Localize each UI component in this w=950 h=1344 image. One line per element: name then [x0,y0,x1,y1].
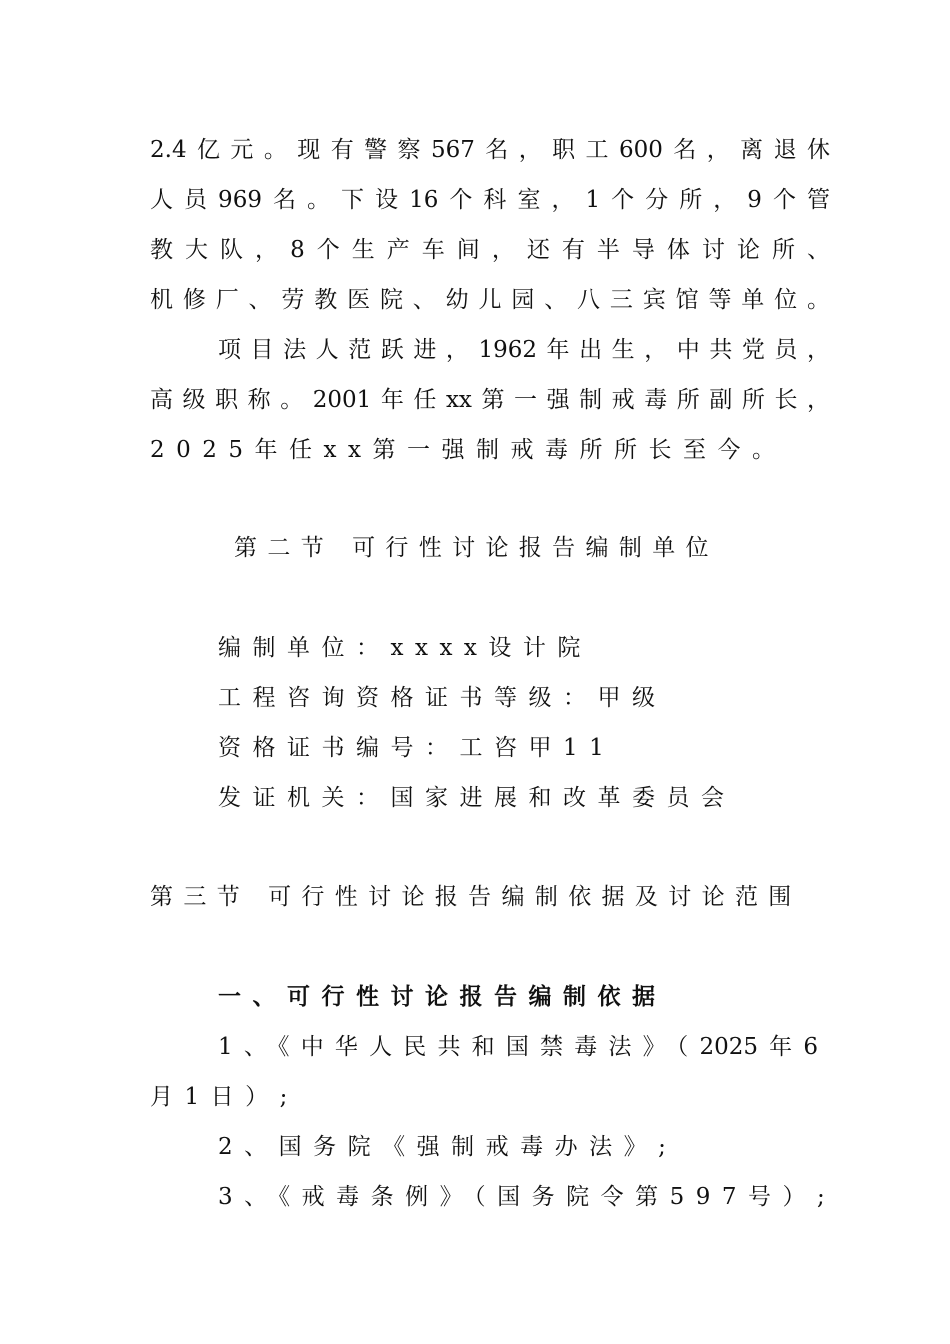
paragraph-line: 2025年任xx第一强制戒毒所所长至今。 [150,437,787,463]
section-title: 可行性讨论报告编制依据及讨论范围 [268,884,802,910]
info-line: 资格证书编号：工咨甲11 [218,735,616,761]
info-line: 编制单位：xxxx设计院 [218,635,592,661]
list-item-continuation: 月1日）; [150,1084,299,1110]
section-number: 第三节 [150,884,251,910]
paragraph-line: 教大队，8个生产车间，还有半导体讨论所、 [150,237,830,263]
paragraph-line: 机修厂、劳教医院、幼儿园、八三宾馆等单位。 [150,287,830,313]
list-item: 2、国务院《强制戒毒办法》; [218,1134,678,1160]
section-title: 可行性讨论报告编制单位 [352,535,719,561]
info-line: 工程咨询资格证书等级：甲级 [218,685,667,711]
subheading: 一、可行性讨论报告编制依据 [218,984,667,1010]
section-number: 第二节 [234,535,335,561]
list-item: 1、《中华人民共和国禁毒法》（2025年6 [218,1034,818,1060]
section-heading [150,872,802,922]
paragraph-line: 人员969名。下设16个科室，1个分所，9个管 [150,187,830,213]
paragraph-line: 2.4亿元。现有警察567名，职工600名，离退休 [150,137,830,163]
list-item: 3、《戒毒条例》（国务院令第597号）; [218,1184,837,1210]
info-line: 发证机关：国家进展和改革委员会 [218,785,736,811]
section-heading [234,523,719,573]
paragraph-line: 高级职称。2001年任xx第一强制戒毒所副所长， [150,387,830,413]
paragraph-line: 项目法人范跃进，1962年出生，中共党员， [218,337,830,363]
